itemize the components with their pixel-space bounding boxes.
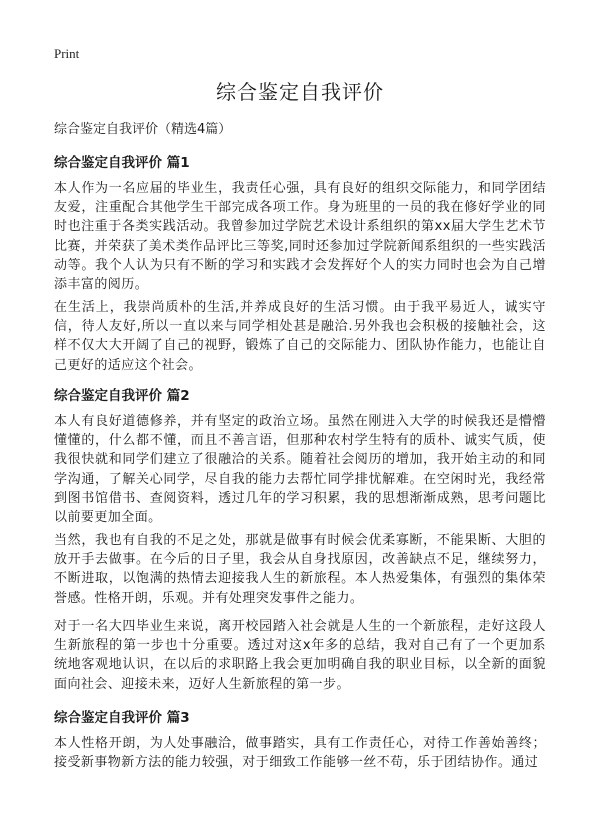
section-2-paragraph-1: 本人有良好道德修养，并有坚定的政治立场。虽然在刚进入大学的时候我还是懵懵懂懂的，什么都不懂，而且不善言语，但那种农村学生特有的质朴、诚实气质，使我很快就和同学们建立了很融洽的关系。随着社会阅历的增加，我开始主动的和同学沟通，了解关心同学，尽自我的能力去帮忙同学排忧解难。在空闲时光，我经常到图书馆借书、查阅资料，透过几年的学习积累，我的思想渐渐成熟，思考问题比以前要更加全面。 — [54, 414, 546, 526]
section-2-paragraph-2: 当然，我也有自我的不足之处，那就是做事有时候会优柔寡断，不能果断、大胆的放开手去做事。在今后的日子里，我会从自身找原因，改善缺点不足，继续努力，不断进取，以饱满的热情去迎接我人生的新旅程。本人热爱集体，有强烈的集体荣誉感。性格开朗，乐观。并有处理突发事件之能力。 — [54, 533, 546, 606]
print-link[interactable]: Print — [54, 46, 80, 61]
section-heading-1: 综合鉴定自我评价 篇1 — [54, 155, 190, 171]
section-heading-3: 综合鉴定自我评价 篇3 — [54, 710, 190, 726]
section-3-paragraph-1: 本人性格开朗，为人处事融洽，做事踏实，具有工作责任心，对待工作善始善终；接受新事物新方法的能力较强，对于细致工作能够一丝不苟，乐于团结协作。通过 — [54, 736, 546, 771]
section-2-paragraph-3: 对于一名大四毕业生来说，离开校园踏入社会就是人生的一个新旅程，走好这段人生新旅程的第一步也十分重要。透过对这x年多的总结，我对自己有了一个更加系统地客观地认识，在以后的求职路上我会更加明确自我的职业目标，以全新的面貌面向社会、迎接未来，迈好人生新旅程的第一步。 — [54, 619, 546, 692]
section-heading-2: 综合鉴定自我评价 篇2 — [54, 388, 190, 404]
section-1-paragraph-1: 本人作为一名应届的毕业生，我责任心强，具有良好的组织交际能力，和同学团结友爱，注重配合其他学生干部完成各项工作。身为班里的一员的我在修好学业的同时也注重于各类实践活动。我曾参加过学院艺术设计系组织的第xx届大学生艺术节比赛，并荣获了美术类作品评比三等奖,同时还参加过学院新闻系组织的一些实践活动等。我个人认为只有不断的学习和实践才会发挥好个人的实力同时也会为自己增添丰富的阅历。 — [54, 181, 546, 293]
section-1-paragraph-2: 在生活上，我崇尚质朴的生活,并养成良好的生活习惯。由于我平易近人，诚实守信，待人友好,所以一直以来与同学相处甚是融洽.另外我也会积极的接触社会，这样不仅大大开阔了自己的视野，锻炼了自己的交际能力、团队协作能力，也能让自己更好的适应这个社会。 — [54, 300, 546, 373]
document-subtitle: 综合鉴定自我评价（精选4篇） — [54, 122, 232, 137]
document-title: 综合鉴定自我评价 — [216, 80, 384, 104]
